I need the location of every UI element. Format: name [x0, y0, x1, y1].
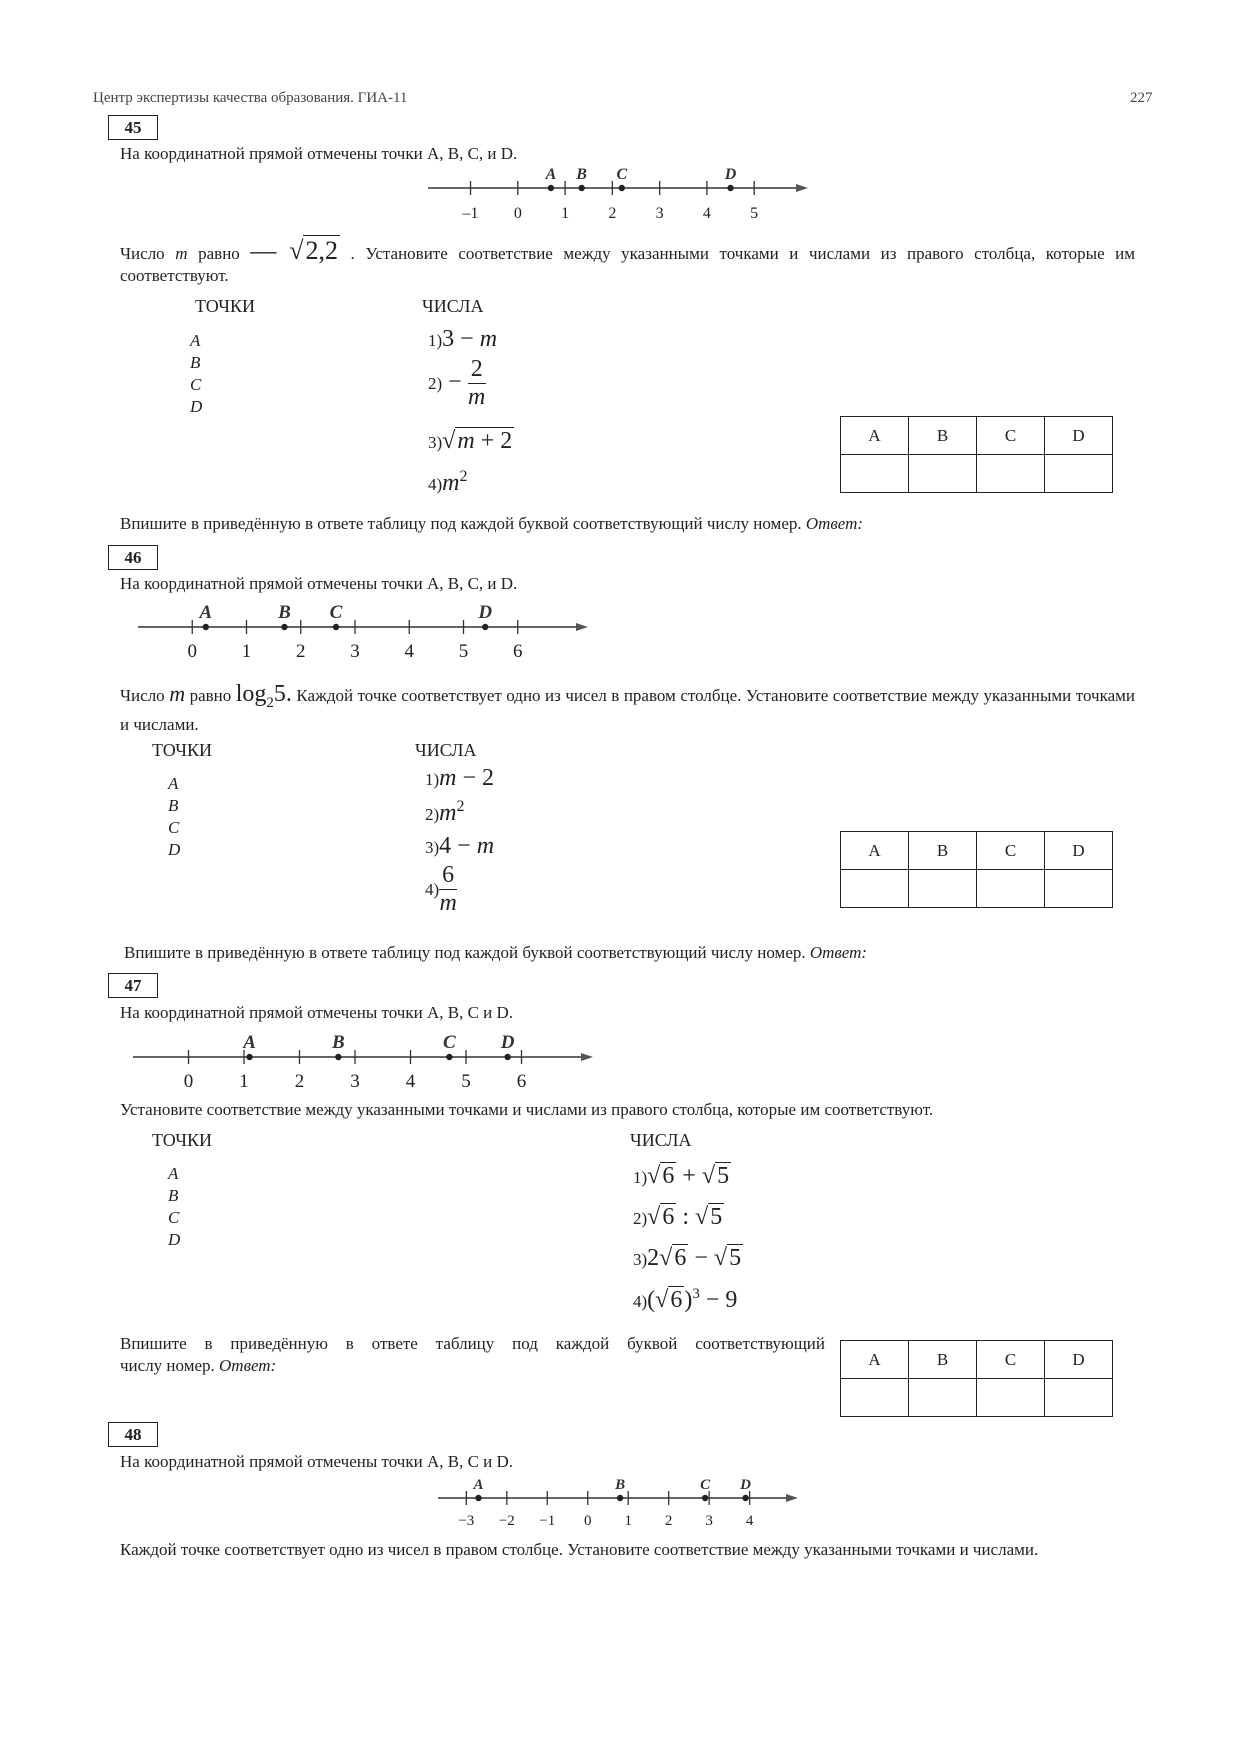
number-line	[430, 1473, 800, 1531]
point-c: C	[168, 818, 180, 837]
axis-tick-label: 4	[404, 641, 414, 662]
axis-point-c	[446, 1054, 452, 1060]
axis-point-label-c: C	[443, 1032, 456, 1053]
axis-point-b	[617, 1495, 623, 1501]
condition-text: Каждой точке соответствует одно из чисел в правом столбце. Установите соответствие между указанными точками и числами.	[120, 686, 1135, 734]
option-3: 3)4 − m	[425, 833, 495, 859]
answer-cell-d[interactable]	[1045, 1379, 1113, 1417]
axis-tick-label: 5	[461, 1071, 471, 1092]
task-condition: Число m равно — √2,2 . Установите соответствие между указанными точками и числами из правого столбца, которые им соответствуют.	[120, 236, 1136, 285]
numbers-column-header: ЧИСЛА	[415, 740, 477, 760]
answer-cell-c[interactable]	[977, 1379, 1045, 1417]
point-a: A	[190, 331, 201, 350]
answer-header-b: B	[909, 832, 977, 870]
option-1: 1)√6 + √5	[633, 1163, 730, 1189]
axis-tick-label: 3	[705, 1513, 713, 1529]
axis-point-label-a: A	[199, 602, 213, 623]
axis-point-c	[333, 624, 339, 630]
point-c: C	[168, 1208, 180, 1227]
axis-point-label-a: A	[473, 1477, 484, 1493]
answer-cell-b[interactable]	[909, 870, 977, 908]
axis-tick-label: −3	[458, 1513, 475, 1529]
axis-point-a	[548, 185, 554, 191]
option-3: 3)√m + 2	[428, 428, 513, 454]
task-intro: На координатной прямой отмечены точки A, B, C и D.	[120, 1003, 514, 1022]
page-header-title: Центр экспертизы качества образования. ГИА-11	[93, 90, 408, 106]
points-column-header: ТОЧКИ	[152, 740, 213, 760]
point-a: A	[168, 1164, 179, 1183]
axis-tick-label: 6	[516, 1071, 527, 1092]
axis-tick-label: 6	[513, 641, 523, 662]
axis-tick-label: 1	[239, 1071, 249, 1092]
instruction-text: Впишите в приведённую в ответе таблицу под каждой буквой соответствующий числу номер.	[124, 943, 806, 962]
point-b: B	[190, 353, 201, 372]
axis-arrow	[786, 1494, 798, 1502]
axis-arrow	[581, 1053, 593, 1061]
axis-point-label-a: A	[243, 1032, 256, 1053]
condition-var: m	[169, 681, 186, 706]
axis-tick-label: 2	[296, 641, 306, 662]
axis-point-a	[475, 1495, 481, 1501]
axis-tick-label: 1	[624, 1513, 632, 1529]
axis-tick-label: 2	[608, 205, 617, 222]
answer-table	[840, 831, 1113, 908]
answer-header-a: A	[841, 1341, 909, 1379]
condition-expression: 2,2	[305, 236, 338, 265]
axis-tick-label: 2	[294, 1071, 305, 1092]
condition-var: m	[175, 244, 188, 263]
axis-tick-label: 3	[655, 205, 664, 222]
numbers-column-header: ЧИСЛА	[630, 1130, 692, 1150]
option-2: 2)√6 : √5	[633, 1204, 723, 1230]
axis-point-label-a: A	[545, 166, 557, 183]
option-2: 2) − $\frac{2}{m}$	[428, 356, 486, 410]
point-d: D	[168, 1230, 181, 1249]
option-1: 1)m − 2	[425, 765, 495, 791]
point-b: B	[168, 796, 179, 815]
answer-cell-d[interactable]	[1045, 455, 1113, 493]
point-a: A	[168, 774, 179, 793]
instruction-text: Впишите в приведённую в ответе таблицу под каждой буквой соответствующий числу номер.	[120, 514, 802, 533]
answer-header-a: A	[841, 417, 909, 455]
axis-tick-label: 2	[664, 1513, 673, 1529]
point-b: B	[168, 1186, 179, 1205]
answer-cell-a[interactable]	[841, 870, 909, 908]
axis-point-label-b: B	[576, 166, 587, 183]
condition-text: . Установите соответствие между указанными точками и числами из правого столбца, которые им соответствуют.	[120, 244, 1136, 285]
axis-tick-label: 0	[583, 1513, 592, 1529]
axis-tick-label: 3	[350, 1071, 360, 1092]
number-line	[130, 597, 590, 665]
condition-mid: равно	[198, 244, 240, 263]
task-number: 47	[108, 973, 158, 998]
axis-point-label-b: B	[278, 602, 291, 623]
axis-point-a	[203, 624, 209, 630]
task-intro: На координатной прямой отмечены точки A, B, C, и D.	[120, 574, 518, 593]
task-condition: Каждой точке соответствует одно из чисел в правом столбце. Установите соответствие между указанными точками и числами.	[120, 1540, 1039, 1559]
answer-header-d: D	[1045, 417, 1113, 455]
axis-tick-label: 0	[187, 641, 197, 662]
answer-cell-c[interactable]	[977, 455, 1045, 493]
point-d: D	[190, 397, 203, 416]
answer-header-d: D	[1045, 832, 1113, 870]
axis-point-label-d: D	[740, 1477, 751, 1493]
axis-tick-label: 1	[561, 205, 570, 222]
task-instruction	[124, 942, 867, 964]
axis-tick-label: −1	[539, 1513, 556, 1529]
point-c: C	[190, 375, 202, 394]
axis-point-label-b: B	[615, 1477, 626, 1493]
axis-point-d	[727, 185, 733, 191]
points-column-header: ТОЧКИ	[195, 296, 256, 316]
number-line	[125, 1023, 595, 1093]
answer-label: Ответ:	[219, 1356, 277, 1375]
axis-point-c	[702, 1495, 708, 1501]
answer-table	[840, 416, 1113, 493]
axis-point-label-d: D	[500, 1032, 515, 1053]
answer-label: Ответ:	[805, 514, 864, 533]
answer-header-c: C	[977, 1341, 1045, 1379]
axis-point-a	[246, 1054, 252, 1060]
task-instruction	[120, 513, 863, 535]
axis-tick-label: 5	[750, 205, 759, 222]
answer-header-c: C	[977, 832, 1045, 870]
axis-tick-label: 3	[350, 641, 360, 662]
option-4: 4) $\frac{6}{m}$	[425, 862, 457, 916]
answer-header-c: C	[977, 417, 1045, 455]
points-list	[190, 330, 202, 418]
answer-cell-b[interactable]	[909, 455, 977, 493]
axis-point-b	[578, 185, 584, 191]
axis-arrow	[576, 623, 588, 631]
option-3: 3)2√6 − √5	[633, 1245, 742, 1271]
answer-label: Ответ:	[809, 943, 868, 962]
task-intro: На координатной прямой отмечены точки A, B, C и D.	[120, 1452, 514, 1471]
axis-point-label-c: C	[616, 166, 628, 183]
task-intro: На координатной прямой отмечены точки A, B, C, и D.	[120, 144, 518, 163]
axis-tick-label: −2	[498, 1513, 515, 1529]
axis-tick-label: 0	[513, 205, 522, 222]
axis-point-c	[619, 185, 625, 191]
answer-cell-d[interactable]	[1045, 870, 1113, 908]
task-number: 48	[108, 1422, 158, 1447]
answer-cell-b[interactable]	[909, 1379, 977, 1417]
task-condition: Число m равно $\log_25$. Каждой точке соответствует одно из чисел в правом столбце. Установите соответствие между указанными точками и числами.	[120, 681, 1135, 734]
axis-point-label-d: D	[724, 166, 737, 183]
task-instruction	[120, 1333, 825, 1377]
axis-arrow	[796, 184, 808, 192]
instruction-text: Впишите в приведённую в ответе таблицу под каждой буквой соответствующий	[120, 1334, 825, 1353]
option-1: 1)3 − m	[428, 326, 498, 352]
points-list	[168, 1163, 180, 1251]
axis-tick-label: 1	[241, 641, 252, 662]
task-number: 46	[108, 545, 158, 570]
answer-header-b: B	[909, 417, 977, 455]
axis-tick-label: 0	[183, 1071, 194, 1092]
axis-point-label-c: C	[329, 602, 343, 623]
condition-prefix: Число	[120, 686, 165, 705]
point-d: D	[168, 840, 181, 859]
option-4: $4)m^2$	[428, 468, 468, 496]
answer-header-b: B	[909, 1341, 977, 1379]
axis-tick-label: 4	[405, 1071, 416, 1092]
option-2: $2)m^2$	[425, 798, 465, 826]
axis-tick-label: –1	[462, 205, 479, 222]
axis-point-d	[504, 1054, 510, 1060]
option-4: $4)(√6)^3 - 9$	[633, 1286, 738, 1313]
axis-point-b	[281, 624, 287, 630]
page-number: 227	[1130, 90, 1153, 106]
number-line	[420, 165, 810, 227]
axis-tick-label: 4	[745, 1513, 754, 1529]
answer-table	[840, 1340, 1113, 1417]
answer-cell-a[interactable]	[841, 455, 909, 493]
instruction-text-end: числу номер.	[120, 1356, 215, 1375]
axis-point-label-d: D	[478, 602, 493, 623]
answer-header-a: A	[841, 832, 909, 870]
axis-tick-label: 5	[458, 641, 469, 662]
axis-point-b	[335, 1054, 341, 1060]
axis-point-d	[742, 1495, 748, 1501]
points-column-header: ТОЧКИ	[152, 1130, 213, 1150]
condition-mid: равно	[189, 686, 232, 705]
task-number: 45	[108, 115, 158, 140]
condition-prefix: Число	[120, 244, 165, 263]
answer-cell-c[interactable]	[977, 870, 1045, 908]
axis-tick-label: 4	[702, 205, 711, 222]
axis-point-label-c: C	[700, 1477, 711, 1493]
axis-point-d	[482, 624, 488, 630]
answer-cell-a[interactable]	[841, 1379, 909, 1417]
answer-header-d: D	[1045, 1341, 1113, 1379]
axis-point-label-b: B	[332, 1032, 345, 1053]
points-list	[168, 773, 180, 861]
task-condition: Установите соответствие между указанными точками и числами из правого столбца, которые им соответствуют.	[120, 1100, 934, 1119]
numbers-column-header: ЧИСЛА	[422, 296, 484, 316]
